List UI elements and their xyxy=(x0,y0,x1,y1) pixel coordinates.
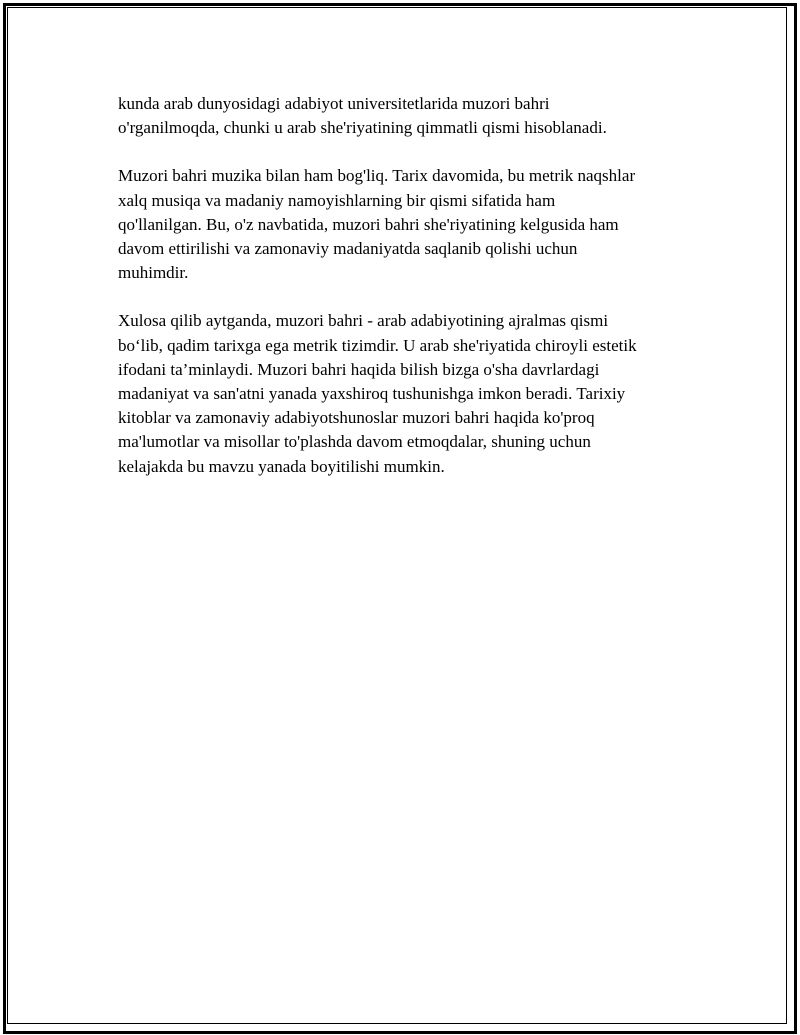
paragraph: kunda arab dunyosidagi adabiyot universitetlarida muzori bahri o'rganilmoqda, chunki u arab she'riyatining qimmatli qismi hisoblanadi. xyxy=(118,94,607,138)
paragraph: Muzori bahri muzika bilan ham bog'liq. Tarix davomida, bu metrik naqshlar xalq musiqa va madaniy namoyishlarning bir qismi sifatida ham qo'llanilgan. Bu, o'z navbatida, muzori bahri she'riyatining kelgusida ham davom ettirilishi va zamonaviy madaniyatda saqlanib qolishi uchun muhimdir. xyxy=(118,166,636,283)
paragraph: Xulosa qilib aytganda, muzori bahri - arab adabiyotining ajralmas qismi bo‘lib, qadim tarixga ega metrik tizimdir. U arab she'riyatida chiroyli estetik ifodani ta’minlaydi. Muzori bahri haqida bilish bizga o'sha davrlardagi madaniyat va san'atni yanada yaxshiroq tushunishga imkon beradi. Tarixiy kitoblar va zamonaviy adabiyotshunoslar muzori bahri haqida ko'proq ma'lumotlar va misollar to'plashda davom etmoqdalar, shuning uchun kelajakda bu mavzu yanada boyitilishi mumkin. xyxy=(118,311,637,476)
document-body xyxy=(118,92,698,503)
